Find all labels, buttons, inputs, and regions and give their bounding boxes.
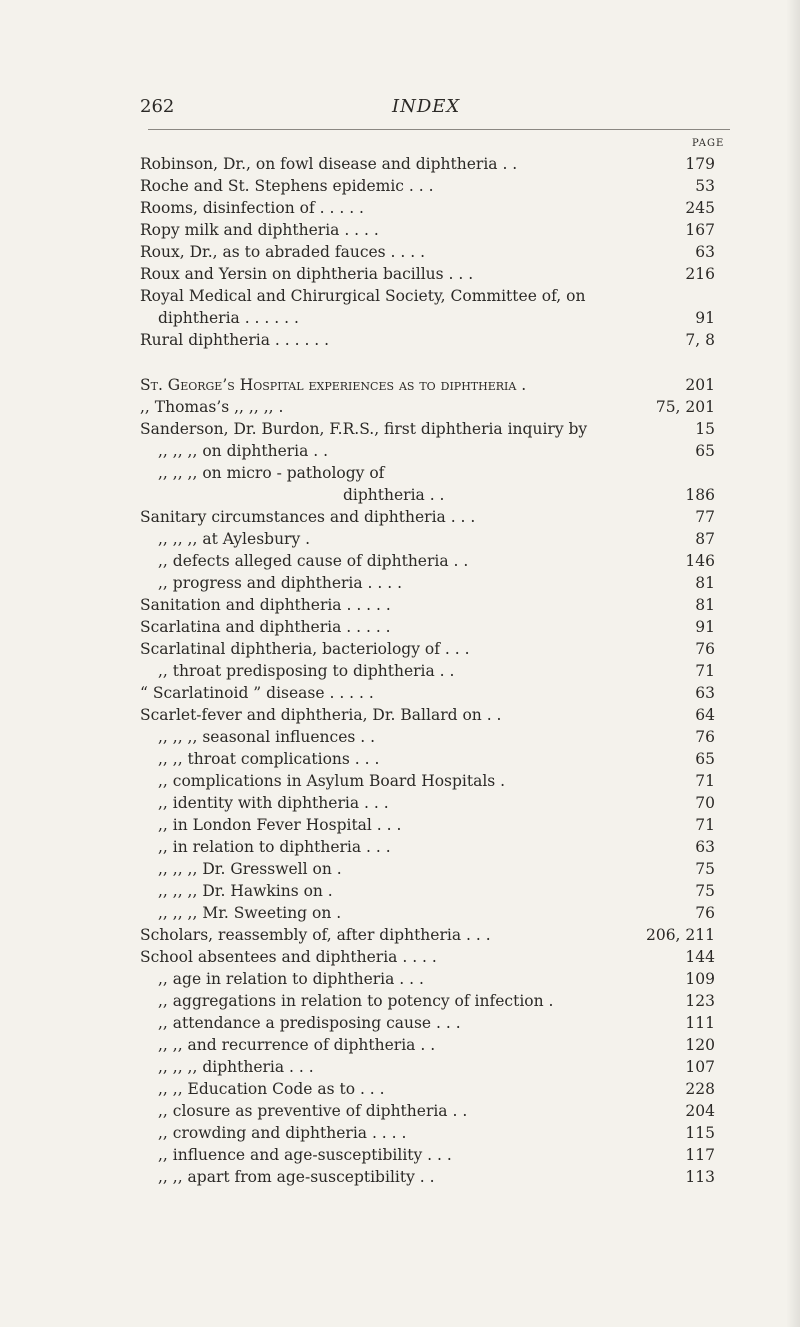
entry-text: Sanitation and diphtheria . . . . . — [140, 596, 391, 614]
entry-text: ,, closure as preventive of diphtheria . . — [158, 1102, 468, 1120]
entry-page-number: 204 — [685, 1102, 715, 1120]
running-head: INDEX — [392, 96, 461, 117]
index-entry — [0, 770, 800, 792]
entry-text: ,, ,, and recurrence of diphtheria . . — [158, 1036, 436, 1054]
index-entry — [0, 506, 800, 528]
entry-page-number: 77 — [695, 508, 715, 526]
entry-page-number: 65 — [695, 442, 715, 460]
entry-page-number: 216 — [685, 265, 715, 283]
index-entry — [0, 263, 800, 285]
entry-text: ,, ,, ,, diphtheria . . . — [158, 1058, 314, 1076]
index-entry — [0, 594, 800, 616]
entry-page-number: 64 — [695, 706, 715, 724]
entry-text: ,, ,, ,, seasonal influences . . — [158, 728, 376, 746]
entry-text: diphtheria . . . . . . — [158, 309, 299, 327]
index-entry — [0, 1122, 800, 1144]
index-entry — [0, 1012, 800, 1034]
index-entry — [0, 1144, 800, 1166]
entry-page-number: 70 — [695, 794, 715, 812]
entry-page-number: 76 — [695, 728, 715, 746]
entry-page-number: 91 — [695, 309, 715, 327]
entry-text: ,, defects alleged cause of diphtheria . . — [158, 552, 469, 570]
entry-page-number: 15 — [695, 420, 715, 438]
index-entry — [0, 153, 800, 175]
entry-page-number: 76 — [695, 640, 715, 658]
entry-page-number: 245 — [685, 199, 715, 217]
index-entry — [0, 484, 800, 506]
entry-page-number: 75 — [695, 860, 715, 878]
index-entry — [0, 528, 800, 550]
entry-text: Roux and Yersin on diphtheria bacillus . . . — [140, 265, 474, 283]
index-entry — [0, 990, 800, 1012]
index-entry — [0, 638, 800, 660]
index-entry — [0, 307, 800, 329]
entry-text: Sanitary circumstances and diphtheria . . . — [140, 508, 476, 526]
entry-text: ,, crowding and diphtheria . . . . — [158, 1124, 407, 1142]
entry-page-number: 179 — [685, 155, 715, 173]
entry-text: ,, ,, throat complications . . . — [158, 750, 380, 768]
index-entry — [0, 924, 800, 946]
index-entry — [0, 396, 800, 418]
entry-page-number: 228 — [685, 1080, 715, 1098]
entry-page-number: 91 — [695, 618, 715, 636]
entry-page-number: 63 — [695, 243, 715, 261]
entry-text: ,, ,, ,, Dr. Hawkins on . — [158, 882, 333, 900]
entry-page-number: 186 — [685, 486, 715, 504]
entry-page-number: 63 — [695, 838, 715, 856]
entry-text: Scarlet-fever and diphtheria, Dr. Ballard on . . — [140, 706, 502, 724]
entry-text: Rural diphtheria . . . . . . — [140, 331, 330, 349]
entry-page-number: 75 — [695, 882, 715, 900]
entry-page-number: 111 — [685, 1014, 715, 1032]
entry-page-number: 107 — [685, 1058, 715, 1076]
entry-page-number: 206, 211 — [645, 926, 715, 944]
index-entry — [0, 748, 800, 770]
entry-text: Scholars, reassembly of, after diphtheria . . . — [140, 926, 491, 944]
index-entry — [0, 1056, 800, 1078]
index-entry — [0, 462, 800, 484]
entry-text: ,, age in relation to diphtheria . . . — [158, 970, 424, 988]
entry-page-number: 117 — [685, 1146, 715, 1164]
entry-page-number: 53 — [695, 177, 715, 195]
entry-text: ,, in London Fever Hospital . . . — [158, 816, 402, 834]
index-entry — [0, 1078, 800, 1100]
entry-text: ,, aggregations in relation to potency of infection . — [158, 992, 554, 1010]
entry-text: ,, ,, ,, on micro - pathology of — [158, 464, 385, 482]
entry-page-number: 63 — [695, 684, 715, 702]
index-entry — [0, 1100, 800, 1122]
entry-page-number: 65 — [695, 750, 715, 768]
entry-text: ,, complications in Asylum Board Hospitals . — [158, 772, 506, 790]
entry-page-number: 123 — [685, 992, 715, 1010]
index-entry — [0, 572, 800, 594]
entry-page-number: 109 — [685, 970, 715, 988]
index-entry — [0, 902, 800, 924]
index-entry — [0, 726, 800, 748]
index-entry — [0, 1166, 800, 1188]
entry-text: ,, ,, ,, Dr. Gresswell on . — [158, 860, 342, 878]
entry-text: Scarlatina and diphtheria . . . . . — [140, 618, 391, 636]
index-entry — [0, 175, 800, 197]
entry-text: ,, ,, apart from age-susceptibility . . — [158, 1168, 435, 1186]
index-entry — [0, 374, 800, 396]
entry-page-number: 71 — [695, 772, 715, 790]
index-entry — [0, 814, 800, 836]
entry-page-number: 201 — [685, 376, 715, 394]
page-column-label: PAGE — [692, 138, 725, 149]
entry-page-number: 115 — [685, 1124, 715, 1142]
index-entry — [0, 616, 800, 638]
entry-page-number: 81 — [695, 574, 715, 592]
entry-text: Scarlatinal diphtheria, bacteriology of . . . — [140, 640, 470, 658]
entry-text: St. George’s Hospital experiences as to diphtheria . — [140, 376, 527, 394]
index-entry — [0, 660, 800, 682]
entry-page-number: 71 — [695, 816, 715, 834]
page-number: 262 — [140, 96, 175, 117]
entry-text: ,, attendance a predisposing cause . . . — [158, 1014, 461, 1032]
entry-page-number: 146 — [685, 552, 715, 570]
entry-text: Roche and St. Stephens epidemic . . . — [140, 177, 434, 195]
entry-text: School absentees and diphtheria . . . . — [140, 948, 437, 966]
entry-page-number: 144 — [685, 948, 715, 966]
entry-text: ,, ,, ,, Mr. Sweeting on . — [158, 904, 342, 922]
index-entry — [0, 682, 800, 704]
index-entry — [0, 704, 800, 726]
entry-text: diphtheria . . — [343, 486, 445, 504]
entry-text: Roux, Dr., as to abraded fauces . . . . — [140, 243, 426, 261]
entry-page-number: 7, 8 — [685, 331, 715, 349]
entry-page-number: 75, 201 — [655, 398, 715, 416]
index-entry — [0, 550, 800, 572]
entry-text: ,, in relation to diphtheria . . . — [158, 838, 391, 856]
entry-text: ,, influence and age-susceptibility . . . — [158, 1146, 452, 1164]
index-entry — [0, 858, 800, 880]
index-entry — [0, 440, 800, 462]
index-entry — [0, 329, 800, 351]
entry-text: “ Scarlatinoid ” disease . . . . . — [140, 684, 374, 702]
index-entry — [0, 197, 800, 219]
entry-text: Ropy milk and diphtheria . . . . — [140, 221, 379, 239]
entry-page-number: 76 — [695, 904, 715, 922]
index-entry — [0, 285, 800, 307]
index-entry — [0, 792, 800, 814]
entry-page-number: 113 — [685, 1168, 715, 1186]
entry-text: ,, ,, ,, at Aylesbury . — [158, 530, 311, 548]
entry-page-number: 167 — [685, 221, 715, 239]
entry-page-number: 81 — [695, 596, 715, 614]
entry-text: ,, Thomas’s ,, ,, ,, . — [140, 398, 284, 416]
entry-text: Robinson, Dr., on fowl disease and diphtheria . . — [140, 155, 518, 173]
index-entry — [0, 880, 800, 902]
index-entry — [0, 1034, 800, 1056]
entry-text: ,, ,, Education Code as to . . . — [158, 1080, 385, 1098]
entry-page-number: 120 — [685, 1036, 715, 1054]
entry-text: ,, throat predisposing to diphtheria . . — [158, 662, 455, 680]
entry-text: Rooms, disinfection of . . . . . — [140, 199, 364, 217]
index-entry — [0, 219, 800, 241]
entry-text: Sanderson, Dr. Burdon, F.R.S., first diphtheria inquiry by — [140, 420, 588, 438]
entry-page-number: 71 — [695, 662, 715, 680]
index-entry — [0, 946, 800, 968]
index-entry — [0, 241, 800, 263]
entry-text: ,, progress and diphtheria . . . . — [158, 574, 403, 592]
entry-text: ,, identity with diphtheria . . . — [158, 794, 389, 812]
entry-text: ,, ,, ,, on diphtheria . . — [158, 442, 329, 460]
index-entry — [0, 836, 800, 858]
index-entry — [0, 418, 800, 440]
entry-text: Royal Medical and Chirurgical Society, Committee of, on — [140, 287, 586, 305]
index-entry — [0, 968, 800, 990]
entry-page-number: 87 — [695, 530, 715, 548]
